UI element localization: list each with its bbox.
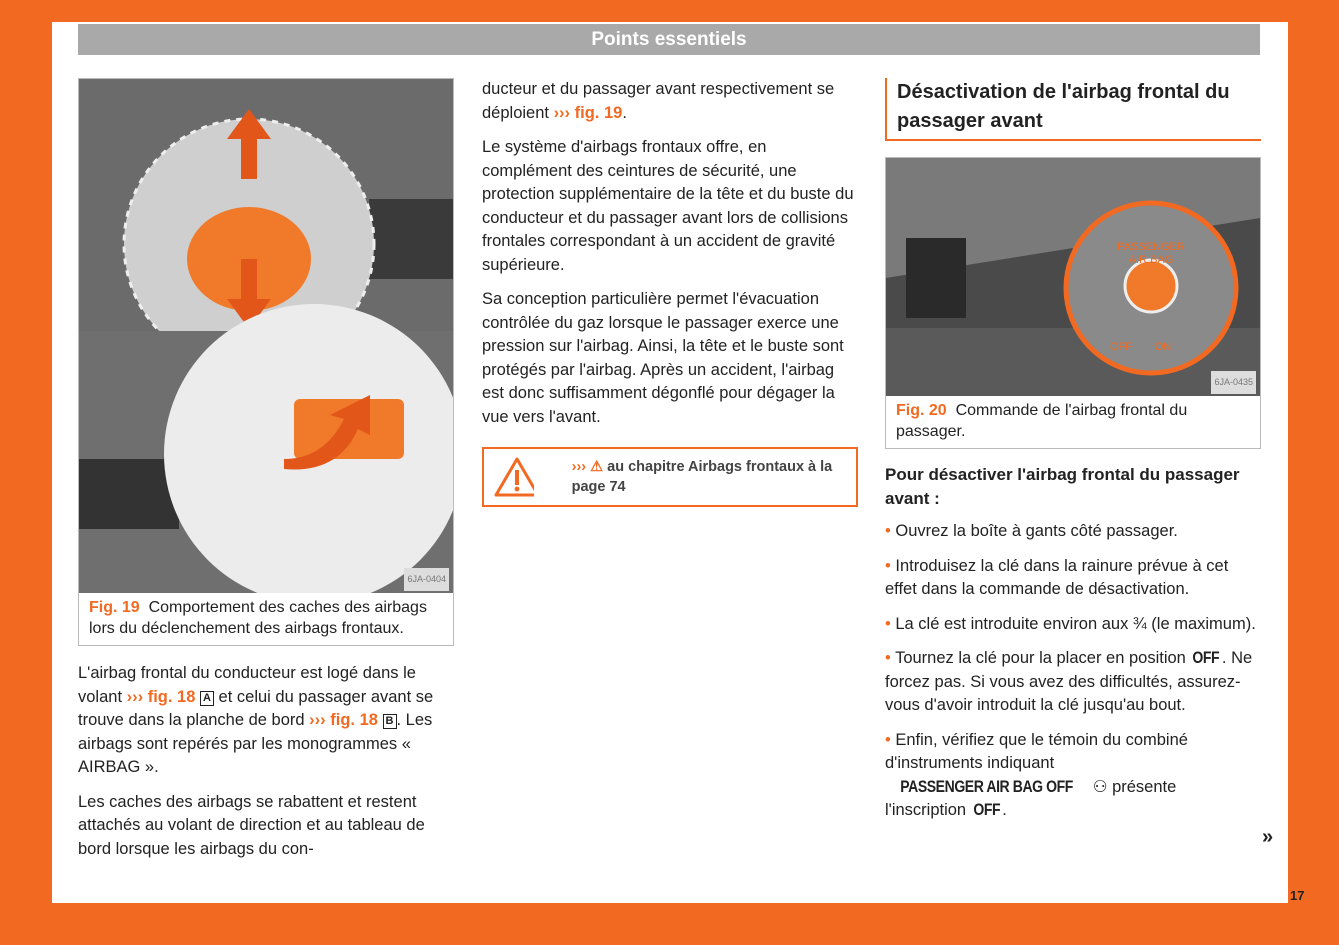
text: présente l'inscription bbox=[885, 777, 1177, 819]
column-2 bbox=[482, 78, 858, 507]
paragraph bbox=[78, 662, 454, 780]
off-label: OFF bbox=[973, 801, 1000, 819]
svg-text:AIR BAG: AIR BAG bbox=[1128, 254, 1174, 266]
text: Tournez la clé pour la placer en position bbox=[895, 649, 1191, 667]
step: • Ouvrez la boîte à gants côté passager. bbox=[885, 522, 1178, 540]
column-1 bbox=[78, 78, 454, 872]
column-3 bbox=[885, 78, 1261, 834]
text: . Les airbags sont repérés par les monogrammes « AIRBAG ». bbox=[78, 711, 433, 776]
figure-label: Fig. 19 bbox=[89, 599, 140, 616]
airbag-off-icon: ⚇ bbox=[1092, 777, 1108, 796]
switch-illustration bbox=[886, 158, 1260, 396]
warning-text: au chapitre Airbags frontaux à la page 74 bbox=[571, 459, 833, 495]
caption-text: Commande de l'airbag frontal du passager. bbox=[896, 402, 1188, 440]
text: La clé est introduite environ aux ¾ (le maximum). bbox=[895, 614, 1256, 633]
figure-caption bbox=[79, 593, 453, 645]
text: . bbox=[1002, 801, 1007, 819]
section-header: Points essentiels bbox=[78, 24, 1260, 55]
off-label: OFF bbox=[1192, 649, 1220, 667]
image-code: 6JA-0435 bbox=[1211, 371, 1256, 395]
warning-reference[interactable] bbox=[572, 457, 846, 497]
fig-18-link[interactable]: ››› fig. 18 bbox=[126, 687, 196, 706]
figure-19 bbox=[78, 78, 454, 646]
paragraph bbox=[482, 78, 858, 125]
svg-text:OFF: OFF bbox=[1110, 341, 1132, 353]
procedure-title: Pour désactiver l'airbag frontal du passager avant : bbox=[885, 465, 1240, 508]
switch-label: PASSENGER bbox=[1117, 241, 1185, 253]
caption-text: Comportement des caches des airbags lors du déclenchement des airbags frontaux. bbox=[89, 599, 427, 637]
text: Ouvrez la boîte à gants côté passager. bbox=[895, 522, 1178, 540]
section-title: Désactivation de l'airbag frontal du passager avant bbox=[885, 78, 1261, 141]
step: • Introduisez la clé dans la rainure prévue à cet effet dans la commande de désactivation. bbox=[885, 556, 1229, 598]
step: • Tournez la clé pour la placer en position OFF . Ne forcez pas. Si vous avez des difficultés, assurez-vous d'avoir introduit la clé jusqu'au bout. bbox=[885, 649, 1253, 714]
paragraph: Les caches des airbags se rabattent et restent attachés au volant de direction et au tableau de bord lorsque les airbags du con- bbox=[78, 792, 425, 858]
figure-label: Fig. 20 bbox=[896, 402, 947, 419]
text: L'airbag frontal du conducteur est logé dans le volant bbox=[78, 664, 416, 706]
fig-18-link[interactable]: ››› fig. 18 bbox=[309, 711, 378, 729]
warning-icon bbox=[494, 456, 534, 498]
key-a: A bbox=[200, 691, 214, 706]
figure-20 bbox=[885, 157, 1261, 449]
paragraph: Sa conception particulière permet l'évacuation contrôlée du gaz lorsque le passager exerce une pression sur l'airbag. Ainsi, la tête et le buste sont protégés par l'airbag. Après un accident, l'airbag est donc suffisamment dégonflé pour dégager la vue vers l'avant. bbox=[482, 290, 844, 426]
airbag-illustration bbox=[79, 79, 453, 593]
warning-prefix: ››› ⚠ bbox=[571, 459, 604, 475]
airbag-deployment-image bbox=[79, 79, 453, 593]
fig-19-link[interactable]: ››› fig. 19 bbox=[553, 103, 623, 122]
text: . bbox=[622, 103, 627, 122]
text: et celui du passager avant se trouve dans la planche de bord bbox=[78, 687, 434, 729]
indicator-label: PASSENGER AIR BAG OFF bbox=[900, 777, 1073, 796]
step: • Enfin, vérifiez que le témoin du combiné d'instruments indiquant PASSENGER AIR BAG OFF ⚇ présente l'inscription OFF . bbox=[885, 729, 1261, 823]
figure-caption bbox=[886, 396, 1260, 448]
svg-text:ON: ON bbox=[1154, 341, 1172, 353]
key-b: B bbox=[383, 714, 397, 729]
warning-box bbox=[482, 447, 858, 507]
text: Introduisez la clé dans la rainure prévue à cet effet dans la commande de désactivation. bbox=[885, 556, 1229, 598]
text: Enfin, vérifiez que le témoin du combiné d'instruments indiquant bbox=[885, 730, 1188, 772]
text: ducteur et du passager avant respectivement se déploient bbox=[482, 80, 835, 122]
image-code: 6JA-0404 bbox=[404, 568, 449, 592]
continued-icon: » bbox=[1262, 826, 1274, 848]
airbag-switch-image bbox=[886, 158, 1260, 396]
page-number: 17 bbox=[1290, 888, 1305, 903]
step: • La clé est introduite environ aux ¾ (le maximum). bbox=[885, 614, 1256, 633]
paragraph: Le système d'airbags frontaux offre, en complément des ceintures de sécurité, une protection supplémentaire de la tête et du buste du conducteur et du passager avant lors de collisions frontales correspondant à un accident de gravité supérieure. bbox=[482, 138, 854, 274]
text: . Ne forcez pas. Si vous avez des difficultés, assurez-vous d'avoir introduit la clé jusqu'au bout. bbox=[885, 649, 1253, 714]
